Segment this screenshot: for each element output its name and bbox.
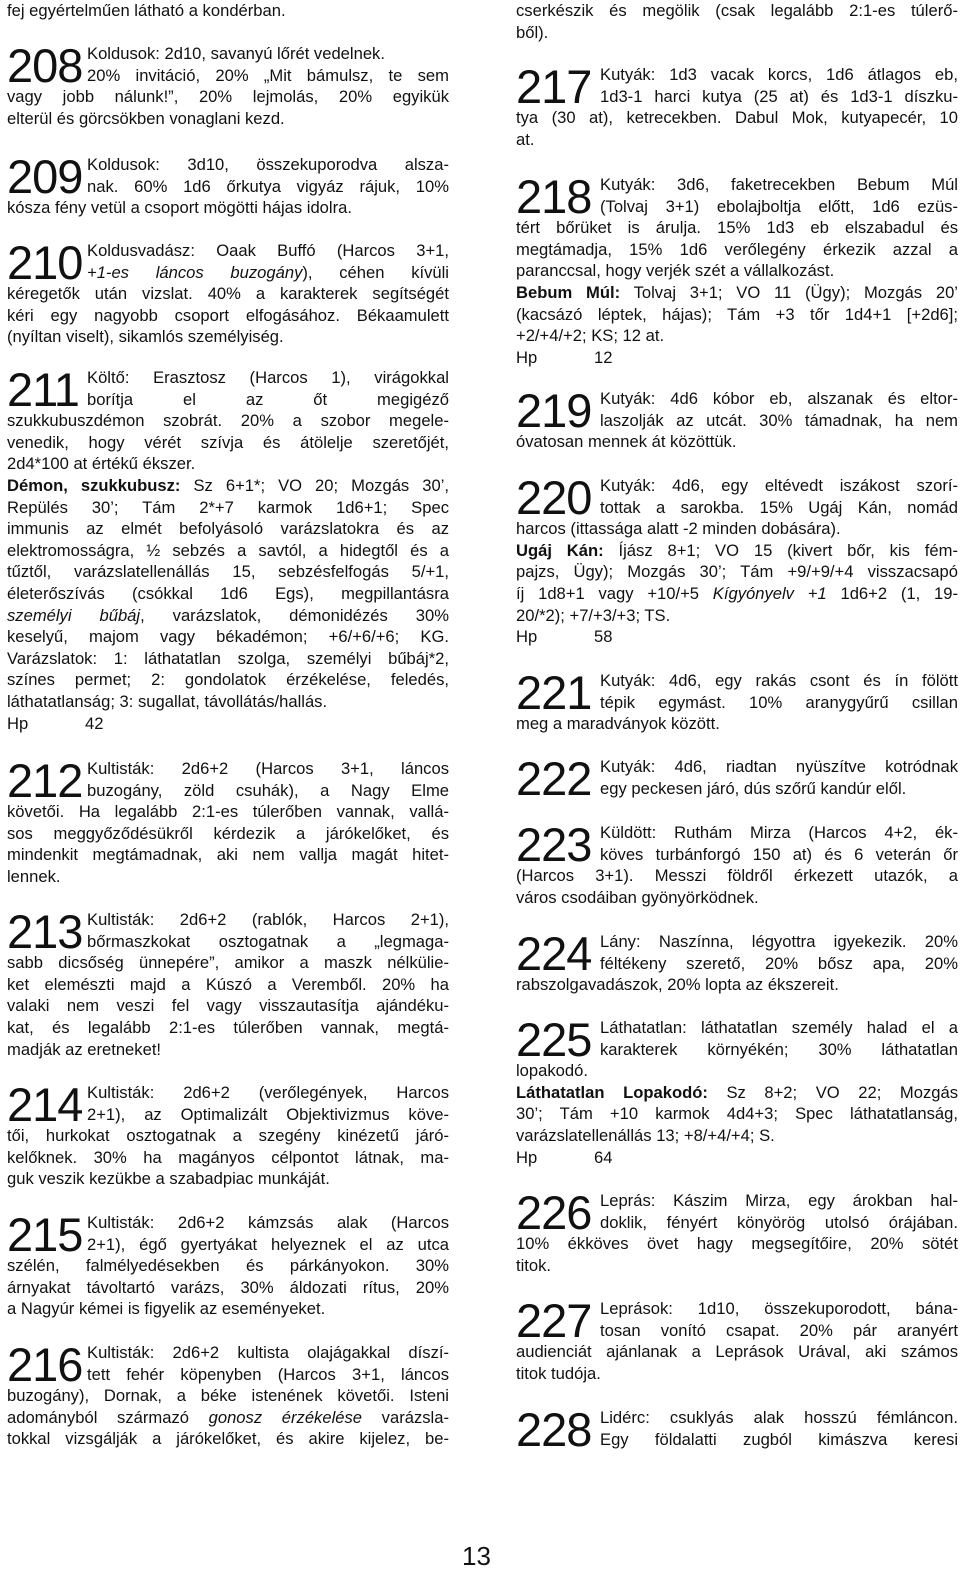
- entry-line: Koldusok: 3d10, összekuporodva alsza-: [87, 155, 449, 174]
- entry-text: adományból származó: [7, 1407, 209, 1427]
- entry-line: guk veszik kezükbe a szabadpiac munkáját.: [7, 1169, 330, 1189]
- stat-line: +2/+4/+2; KS; 12 at.: [516, 326, 665, 346]
- entry-220: [516, 471, 959, 648]
- entry-line: [7, 1407, 449, 1429]
- entry-line: [87, 262, 449, 284]
- entry-number: 217: [516, 60, 592, 113]
- entry-number: 219: [516, 384, 592, 437]
- entry-211: [7, 363, 449, 734]
- entry-line: Kutyák: 4d6, egy eltévedt iszákost szorí-: [600, 476, 958, 495]
- entry-line: lopakodó.: [516, 1061, 588, 1081]
- stat-name: Ugáj Kán:: [516, 540, 604, 560]
- entry-line: Kultisták: 2d6+2 kámzsás alak (Harcos: [87, 1213, 449, 1232]
- entry-210: [7, 236, 449, 348]
- stat-line: Varázslatok: 1: láthatatlan szolga, személyi bűbáj*2,: [7, 648, 449, 668]
- stat-line: 20/*2); +7/+3/+3; TS.: [516, 605, 671, 625]
- entry-number: 212: [7, 754, 83, 807]
- entry-line: valaki nem veszi fel vagy visszautasítja ajándéku-: [7, 996, 449, 1016]
- entry-line: tett fehér köpenyben (Harcos 3+1, láncos: [87, 1364, 449, 1384]
- entry-line: ket elemészti majd a Kúszó a Veremből. 20% ha: [7, 974, 449, 994]
- entry-number: 209: [7, 150, 83, 203]
- entry-number: 220: [516, 471, 592, 524]
- hp-label: Hp: [516, 347, 538, 367]
- entry-line: (nyíltan viselt), sikamlós személyiség.: [7, 327, 284, 347]
- entry-218: [516, 170, 958, 368]
- page-number: 13: [462, 1541, 491, 1571]
- entry-line: Küldött: Ruthám Mirza (Harcos 4+2, ék-: [600, 823, 958, 842]
- entry-line: rabszolgavadászok, 20% lopta az ékszereit.: [516, 975, 839, 995]
- entry-line: tya (30 at), ketrecekben. Dabul Mok, kutyapecér, 10: [516, 108, 958, 128]
- entry-line: kat, és legalább 2:1-es túlerőben vannak, megtá-: [7, 1017, 449, 1037]
- entry-number: 221: [516, 666, 592, 719]
- entry-line: bőrmaszkokat osztogatnak a „legmaga-: [87, 931, 449, 951]
- entry-line: köves turbánforgó 150 at) és 6 veterán őr: [600, 844, 958, 864]
- entry-line: tért bőrüket is árulja. 15% 1d3 eb elszabadul és: [516, 218, 958, 238]
- entry-line: kelőknek. 30% ha magányos célpontot látnak, ma-: [7, 1147, 449, 1167]
- stat-line: tűztől, varázslatellenállás 15, sebzésfelfogás 5/+1,: [7, 562, 449, 582]
- entry-line: audienciát ajánlanak a Leprások Urával, aki számos: [516, 1342, 958, 1362]
- entry-line: Kutyák: 4d6, egy rakás csont és ín fölött: [600, 671, 958, 690]
- entry-line: féltékeny szerető, 20% bősz apa, 20%: [600, 953, 958, 973]
- entry-line: at.: [516, 129, 535, 149]
- hp-value: 12: [594, 347, 613, 367]
- entry-line: (Tolvaj 3+1) ebolajboltja előtt, 1d6 ezüs-: [600, 196, 958, 216]
- entry-line: Kultisták: 2d6+2 (Harcos 3+1, láncos: [87, 759, 449, 778]
- spell-name: gonosz érzékelése: [208, 1407, 363, 1427]
- stat-line: színes permet; 2: gondolatok érzékelése, feledés,: [7, 670, 449, 690]
- stat-line: elektromosságra, ½ sebzés a savtól, a hidegtől és a: [7, 540, 449, 560]
- entry-213: [7, 905, 449, 1060]
- entry-line: lennek.: [7, 866, 61, 886]
- stat-text: Íjász 8+1; VO 15 (kivert bőr, kis fém-: [603, 540, 958, 560]
- entry-line: madják az eretneket!: [7, 1039, 162, 1059]
- entry-line: Kutyák: 4d6 kóbor eb, alszanak és eltor-: [600, 389, 958, 408]
- hp-label: Hp: [516, 1147, 538, 1167]
- entry-line: 20% invitáció, 20% „Mit bámulsz, te sem: [87, 65, 449, 85]
- entry-line: elterül és görcsökben vonaglani kezd.: [7, 108, 285, 128]
- entry-line: tépik egymást. 10% aranygyűrű csillan: [600, 692, 958, 712]
- entry-215: [7, 1208, 449, 1320]
- entry-line: Leprás: Kászim Mirza, egy árokban hal-: [600, 1191, 958, 1210]
- stat-line: láthatatlanság; 3: sugallat, távollátás/hallás.: [7, 691, 328, 711]
- entry-line: kéregetők után vizslat. 40% a karakterek segítségét: [7, 284, 449, 304]
- entry-line: tői, hurkokat osztogatnak a szegény kinézetű járó-: [7, 1126, 449, 1146]
- entry-224: [516, 927, 958, 996]
- entry-line: borítja el az őt megigéző: [87, 389, 449, 409]
- entry-223: [516, 818, 958, 908]
- stat-block-bebum: [516, 282, 958, 368]
- entry-line: kéri egy nagyobb csoport elfogásához. Békaamulett: [7, 305, 449, 325]
- stat-line: immunis az elmét befolyásoló varázslatokra és az: [7, 519, 449, 539]
- entry-222: [516, 752, 958, 805]
- entry-line: Koldusok: 2d10, savanyú lőrét vedelnek.: [87, 44, 385, 63]
- entry-line: tottak a sarokba. 15% Ugáj Kán, nomád: [600, 497, 958, 517]
- stat-line: [516, 583, 958, 605]
- entry-line: Kutyák: 3d6, faketrecekben Bebum Múl: [600, 175, 958, 194]
- stat-line: (kacsázó léptek, hájas); Tám +3 tőr 1d4+1 [+2d6];: [516, 304, 958, 324]
- entry-line: laszolják az utcát. 30% támadnak, ha nem: [600, 410, 958, 430]
- stat-block-lopakodo: [516, 1082, 958, 1168]
- entry-line: szukkubuszdémon szobrát. 20% a szobor megele-: [7, 411, 449, 431]
- spell-name: személyi bűbáj: [7, 605, 141, 625]
- entry-line: Koldusvadász: Oaak Buffó (Harcos 3+1,: [87, 241, 449, 260]
- stat-line: 30’; Tám +10 karmok 4d4+3; Spec láthatatlanság,: [516, 1104, 958, 1124]
- entry-228: [516, 1403, 958, 1456]
- weapon-name: +1-es láncos buzogány: [87, 262, 303, 282]
- entry-line: 2+1), az Optimalizált Objektivizmus köve-: [87, 1104, 449, 1124]
- entry-line: Lány: Naszínna, légyottra igyekezik. 20%: [600, 932, 958, 951]
- entry-line: buzogány), Dornak, a béke istenének követői. Isteni: [7, 1386, 449, 1406]
- stat-line: pajzs, Ügy); Mozgás 30’; Tám +9/+9/+4 visszacsapó: [516, 562, 958, 582]
- entry-line: (Harcos 3+1). Messzi földről érkezett utazók, a: [516, 866, 958, 886]
- entry-line: mindenkit megtámadnak, aki nem vallja magát hitet-: [7, 845, 449, 865]
- stat-line: [7, 475, 449, 497]
- stat-name: Démon, szukkubusz:: [7, 475, 181, 495]
- entry-number: 215: [7, 1208, 83, 1261]
- entry-line: meg a maradványok között.: [516, 714, 720, 734]
- stat-line: életerőszívás (csókkal 1d6 Egs), megpillantásra: [7, 583, 449, 603]
- stat-line: Repülés 30’; Tám 2*+7 karmok 1d6+1; Spec: [7, 497, 449, 517]
- entry-line: 10% ékköves övet hagy megsegítőire, 20% sötét: [516, 1234, 958, 1254]
- entry-line: Kultisták: 2d6+2 kultista olajágakkal díszí-: [87, 1343, 449, 1362]
- entry-line: doklik, fényért könyörög utolsó órájában.: [600, 1212, 958, 1232]
- hp-line: [516, 626, 958, 648]
- stat-text: Sz 8+2; VO 22; Mozgás: [707, 1082, 959, 1102]
- entry-line: cserkészik és megölik (csak legalább 2:1-es túlerő-: [516, 1, 958, 20]
- stat-text: , varázslatok, démonidézés 30%: [140, 605, 449, 625]
- entry-number: 210: [7, 236, 83, 289]
- weapon-name: Kígyónyelv +1: [712, 583, 827, 603]
- entry-line: egy peckesen járó, dús szőrű kandúr elől.: [600, 778, 907, 798]
- entry-line: Költő: Erasztosz (Harcos 1), virágokkal: [87, 368, 449, 387]
- entry-number: 222: [516, 752, 592, 805]
- entry-line: 1d3-1 harci kutya (25 at) és 1d3-1 díszku-: [600, 86, 958, 106]
- entry-number: 208: [7, 39, 83, 92]
- entry-line: óvatosan mennek át közöttük.: [516, 432, 737, 452]
- stat-block-ugaj: [516, 540, 958, 648]
- stat-line: keselyű, majom vagy békadémon; +6/+6/+6; KG.: [7, 627, 449, 647]
- entry-number: 225: [516, 1013, 592, 1066]
- entry-number: 213: [7, 905, 83, 958]
- hp-line: [516, 347, 958, 369]
- hp-label: Hp: [516, 627, 538, 647]
- entry-221: [516, 666, 958, 735]
- entry-number: 228: [516, 1403, 592, 1456]
- entry-219: [516, 384, 958, 453]
- stat-line: [516, 540, 958, 562]
- entry-line: Kutyák: 1d3 vacak korcs, 1d6 átlagos eb,: [600, 65, 958, 84]
- stat-line: [516, 282, 958, 304]
- stat-text: íj 1d8+1 vagy +10/+5: [516, 583, 713, 603]
- entry-line: venedik, hogy vérét szívja és átölelje szeretőjét,: [7, 432, 449, 452]
- entry-line: paranccsal, hogy verjék szét a vállalkozást.: [516, 261, 835, 281]
- entry-line: karakterek környékén; 30% láthatatlan: [600, 1039, 958, 1059]
- entry-line: ből).: [516, 22, 549, 42]
- entry-line: Leprások: 1d10, összekuporodott, bána-: [600, 1299, 958, 1318]
- entry-209: [7, 150, 449, 219]
- entry-216: [7, 1338, 449, 1450]
- entry-line: követői. Ha legalább 2:1-es túlerőben vannak, vallá-: [7, 802, 449, 822]
- entry-number: 214: [7, 1078, 83, 1131]
- entry-number: 218: [516, 170, 592, 223]
- entry-number: 227: [516, 1294, 592, 1347]
- hp-line: [7, 713, 449, 735]
- entry-number: 223: [516, 818, 592, 871]
- hp-value: 58: [594, 627, 613, 647]
- stat-name: Bebum Múl:: [516, 282, 621, 302]
- intro-text: fej egyértelműen látható a kondérban.: [7, 1, 286, 20]
- stat-text: 1d6+2 (1, 19-: [826, 583, 959, 603]
- entry-line: Kutyák: 4d6, riadtan nyüszítve kotródnak: [600, 757, 958, 776]
- entry-line: titok tudója.: [516, 1363, 601, 1383]
- entry-line: 2d4*100 at értékű ékszer.: [7, 454, 196, 474]
- hp-line: [516, 1147, 958, 1169]
- entry-214: [7, 1078, 449, 1190]
- entry-line: tosan vonító csapat. 20% pár aranyért: [600, 1320, 958, 1340]
- stat-text: Tolvaj 3+1; VO 11 (Ügy); Mozgás 20’: [620, 282, 958, 302]
- entry-line: megtámadja, 15% 1d6 verőlegény érkezik azzal a: [516, 239, 958, 259]
- hp-value: 64: [594, 1147, 613, 1167]
- entry-line: Egy földalatti zugból kimászva keresi: [600, 1429, 958, 1449]
- stat-line: [7, 605, 449, 627]
- entry-line: 2+1), égő gyertyákat helyeznek el az utca: [87, 1234, 449, 1254]
- stat-name: Láthatatlan Lopakodó:: [516, 1082, 708, 1102]
- entry-line: titok.: [516, 1255, 552, 1275]
- entry-line: Láthatatlan: láthatatlan személy halad el a: [600, 1018, 958, 1037]
- entry-text: varázsla-: [362, 1407, 449, 1427]
- entry-line: város csodáiban gyönyörködnek.: [516, 887, 759, 907]
- entry-number: 224: [516, 927, 592, 980]
- entry-line: nak. 60% 1d6 őrkutya vigyáz rájuk, 10%: [87, 176, 449, 196]
- entry-line: a Nagyúr kémei is figyelik az eseményeket.: [7, 1299, 326, 1319]
- stat-block-demon: [7, 475, 449, 734]
- entry-208: [7, 39, 449, 129]
- stat-text: Sz 6+1*; VO 20; Mozgás 30’,: [180, 475, 449, 495]
- entry-line: Lidérc: csuklyás alak hosszú fémláncon.: [600, 1408, 958, 1427]
- entry-line: vagy jobb nálunk!”, 20% lejmolás, 20% egyikük: [7, 87, 449, 107]
- entry-227: [516, 1294, 958, 1384]
- stat-line: [516, 1082, 958, 1104]
- entry-226: [516, 1186, 958, 1276]
- entry-number: 226: [516, 1186, 592, 1239]
- continued-text: [516, 0, 958, 43]
- entry-line: sos meggyőződésükről kérdezik a járókelőket, és: [7, 823, 449, 843]
- hp-value: 42: [85, 713, 104, 733]
- entry-217: [516, 60, 958, 150]
- hp-label: Hp: [7, 713, 29, 733]
- entry-line: kósza fény vetül a csoport mögötti hájas idolra.: [7, 198, 352, 218]
- entry-line: sabb dicsőség ünnepére”, amikor a maszk nélkülie-: [7, 953, 449, 973]
- entry-225: [516, 1013, 959, 1168]
- entry-line: szélén, falmélyedésekben és párkányokon. 30%: [7, 1256, 449, 1276]
- entry-line: árnyakat távoltartó varázs, 30% áldozati rítus, 20%: [7, 1277, 449, 1297]
- entry-line: tokkal vizsgálják a járókelőket, és akire kijelez, be-: [7, 1429, 449, 1449]
- entry-number: 216: [7, 1338, 83, 1391]
- entry-line: harcos (ittassága alatt -2 minden dobására).: [516, 519, 841, 539]
- entry-number: 211: [7, 363, 79, 416]
- entry-line: buzogány, zöld csuhák), a Nagy Elme: [87, 780, 449, 800]
- entry-line: Kultisták: 2d6+2 (rablók, Harcos 2+1),: [87, 910, 449, 929]
- stat-line: varázslatellenállás 13; +8/+4/+4; S.: [516, 1125, 775, 1145]
- entry-212: [7, 754, 449, 888]
- entry-line: Kultisták: 2d6+2 (verőlegények, Harcos: [87, 1083, 449, 1102]
- entry-text: ), céhen kívüli: [302, 262, 449, 282]
